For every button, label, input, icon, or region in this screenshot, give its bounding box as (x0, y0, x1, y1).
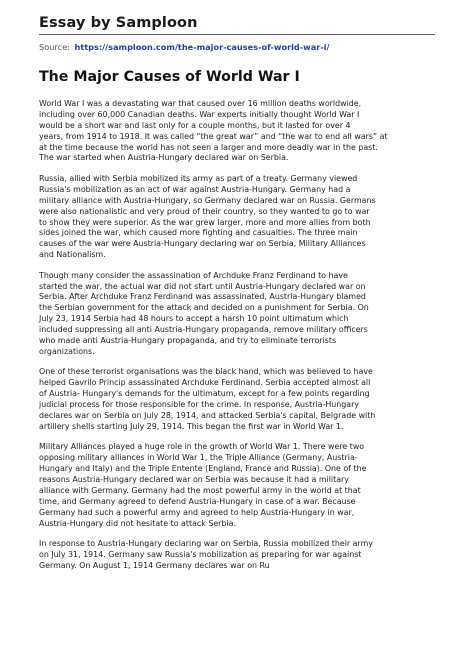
text-line: to show they were superior. As the war grew larger, more and more allies from both (39, 217, 371, 227)
text-line: the Serbian government for the attack and decided on a punishment for Serbia. On (39, 303, 369, 313)
paragraph-3 (39, 271, 435, 358)
text-line: World War I was a devastating war that caused over 16 million deaths worldwide, (39, 99, 362, 108)
text-line: opposing military alliances in World War 1, the Triple Alliance (Germany, Austria- (39, 453, 358, 463)
paragraph-4 (39, 367, 435, 432)
text-line: started the war, the actual war did not start until Austria-Hungary declared war on (39, 281, 366, 291)
brand-title: Essay by Samploon (39, 15, 198, 31)
text-line: were also nationalistic and very proud of their country, so they wanted to go to war (39, 206, 370, 216)
text-line: helped Gavrilo Princip assassinated Archduke Ferdinand. Serbia accepted almost all (39, 378, 371, 388)
text-line: reasons Austria-Hungary declared war on Serbia was because it had a military (39, 474, 349, 484)
text-line: Serbia. After Archduke Franz Ferdinand was assassinated, Austria-Hungary blamed (39, 292, 366, 302)
text-line: Austria-Hungary did not hesitate to attack Serbia. (39, 518, 236, 528)
text-line: included suppressing all anti Austria-Hungary propaganda, remove military officers (39, 325, 368, 335)
text-line: of Austria- Hungary's demands for the ultimatum, except for a few points regarding (39, 389, 370, 399)
text-line: One of these terrorist organisations was the black hand, which was believed to have (39, 367, 373, 377)
text-line: time, and Germany agreed to defend Austria-Hungary in case of a war. Because (39, 496, 356, 506)
text-line: at the time because the world has not seen a larger and more deadly war in the past. (39, 142, 378, 152)
paragraph-5 (39, 442, 435, 529)
text-line: Hungary and Italy) and the Triple Entente (England, France and Russia). One of the (39, 464, 367, 474)
text-line: judicial process for those responsible for the crime. In response, Austria-Hungary (39, 400, 360, 410)
text-line: Though many consider the assassination of Archduke Franz Ferdinand to have (39, 270, 348, 280)
paragraph-2 (39, 174, 435, 261)
text-line: organizations. (39, 346, 95, 356)
essay-title: The Major Causes of World War I (39, 69, 300, 85)
text-line: alliance with Germany. Germany had the most powerful army in the world at that (39, 485, 361, 495)
source-label: Source: (39, 42, 70, 52)
text-line: July 23, 1914 Serbia had 48 hours to accept a harsh 10 point ultimatum which (39, 314, 349, 324)
text-line: and Nationalism. (39, 250, 106, 260)
text-line: on July 31, 1914. Germany saw Russia's mobilization as preparing for war against (39, 549, 362, 559)
text-line: Military Alliances played a huge role in the growth of World War 1. There were two (39, 442, 365, 452)
text-line: would be a short war and last only for a couple months, but it lasted for over 4 (39, 120, 351, 130)
source-line (39, 42, 330, 53)
text-line: Germany. On August 1, 1914 Germany declares war on Ru (39, 560, 270, 570)
text-line: Russia, allied with Serbia mobilized its army as part of a treaty. Germany viewed (39, 173, 358, 183)
source-link[interactable]: https://samploon.com/the-major-causes-of-world-war-i/ (74, 42, 330, 52)
text-line: declares war on Serbia on July 28, 1914, and attacked Serbia's capital, Belgrade with (39, 410, 376, 420)
text-line: Germany had such a powerful army and agreed to help Austria-Hungary in war, (39, 507, 355, 517)
text-line: Russia's mobilization as an act of war against Austria-Hungary. Germany had a (39, 184, 351, 194)
text-line: In response to Austria-Hungary declaring war on Serbia, Russia mobilized their army (39, 539, 373, 549)
header-divider (39, 34, 435, 35)
text-line: causes of the war were Austria-Hungary declaring war on Serbia, Military Alliances (39, 239, 366, 249)
text-line: including over 60,000 Canadian deaths. War experts initially thought World War I (39, 109, 360, 119)
text-line: The war started when Austria-Hungary declared war on Serbia. (39, 153, 289, 163)
text-line: who made anti Austria-Hungary propaganda, and try to eliminate terrorists (39, 336, 337, 345)
paragraph-6 (39, 539, 435, 572)
text-line: artillery shells starting July 29, 1914. This began the first war in World War 1. (39, 421, 344, 431)
text-line: years, from 1914 to 1918. It was called “the great war” and “the war to end all wars” at (39, 131, 388, 141)
text-line: military alliance with Austria-Hungary, so Germany declared war on Russia. Germans (39, 195, 376, 205)
text-line: sides joined the war, which caused more fighting and casualties. The three main (39, 228, 358, 238)
paragraph-1 (39, 99, 435, 164)
page-header (39, 12, 439, 32)
essay-body (39, 99, 435, 581)
